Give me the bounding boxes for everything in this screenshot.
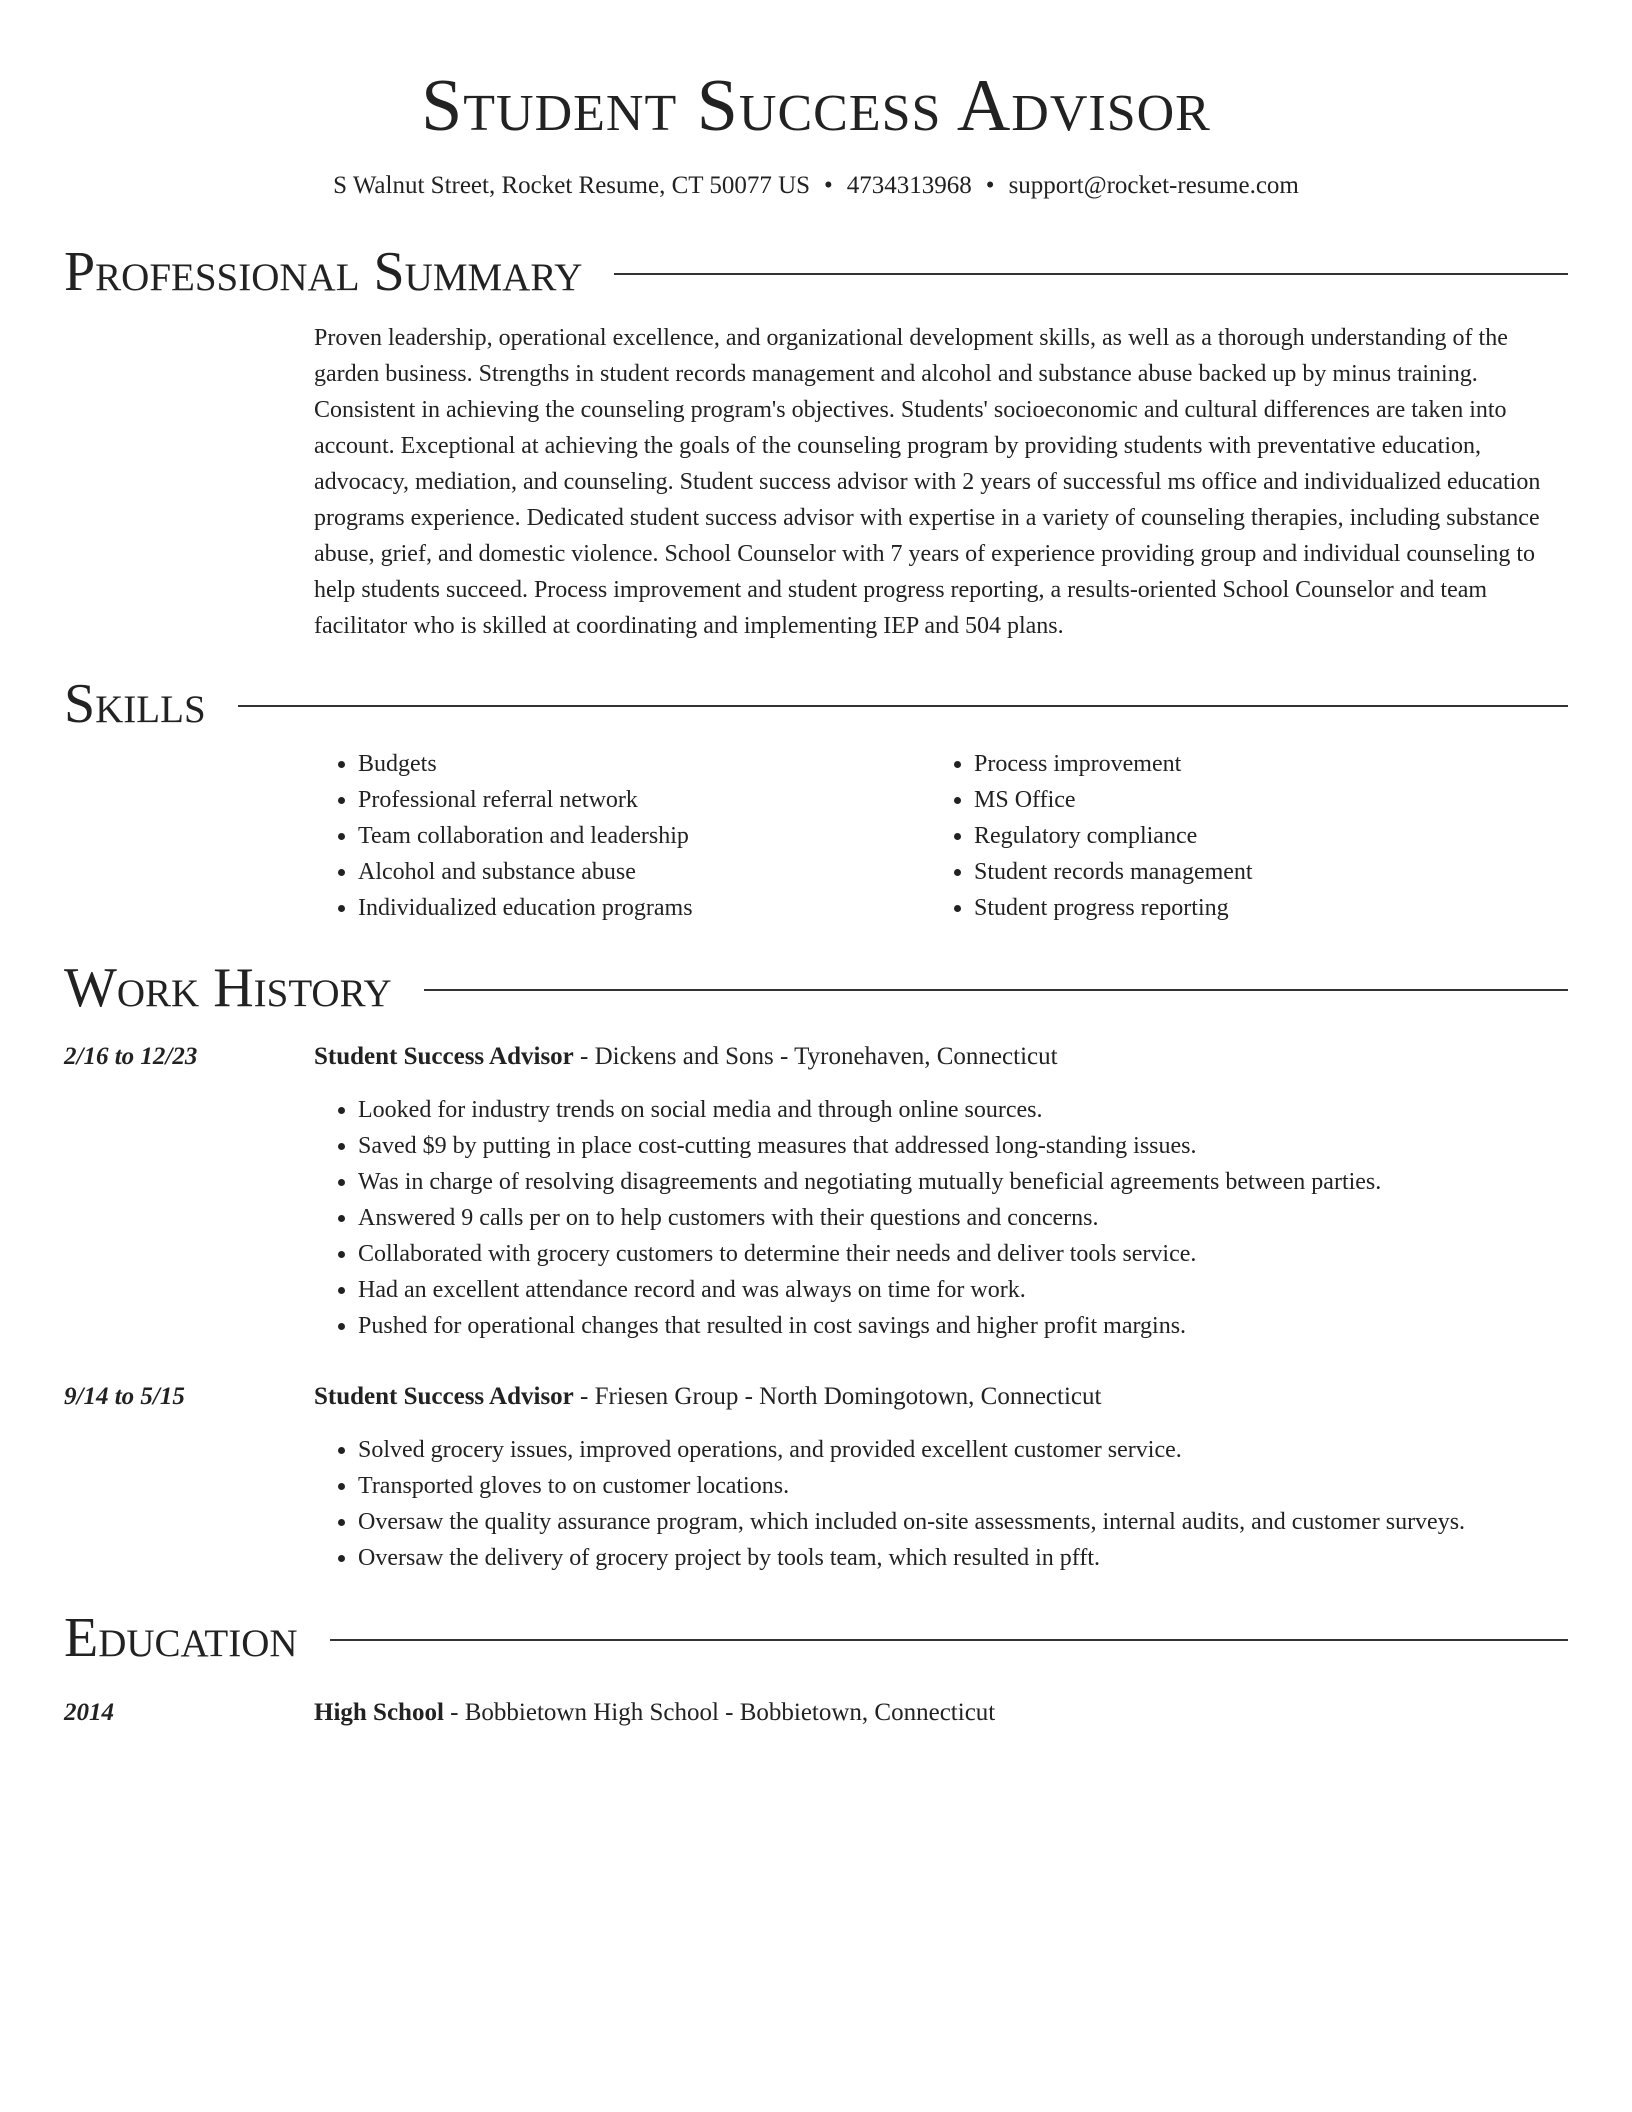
job-role: Student Success Advisor [314, 1383, 574, 1410]
education-degree: High School [314, 1699, 444, 1726]
skill-item: • Professional referral network [358, 782, 930, 818]
skills-list [314, 746, 1568, 926]
job-bullet: • Was in charge of resolving disagreements and negotiating mutually beneficial agreements between parties. [358, 1164, 1568, 1200]
summary-text: Proven leadership, operational excellence, and organizational development skills, as well as a thorough understanding of the garden business. Strengths in student records management and alcohol and substance abuse backed up by minus training. Consistent in achieving the counseling program's objectives. Students' socioeconomic and cultural differences are taken into account. Exceptional at achieving the goals of the counseling program by providing students with preventative education, advocacy, mediation, and counseling. Student success advisor with 2 years of successful ms office and individualized education programs experience. Dedicated student success advisor with expertise in a variety of counseling therapies, including substance abuse, grief, and domestic violence. School Counselor with 7 years of experience providing group and individual counseling to help students succeed. Process improvement and student progress reporting, a results-oriented School Counselor and team facilitator who is skilled at coordinating and implementing IEP and 504 plans. [314, 325, 1541, 639]
job-bullet: • Had an excellent attendance record and was always on time for work. [358, 1272, 1568, 1308]
resume-name: Student Success Advisor [421, 65, 1211, 147]
education-school: - Bobbietown High School - Bobbietown, Connecticut [443, 1699, 996, 1726]
job-bullet: • Saved $9 by putting in place cost-cutting measures that addressed long-standing issues. [358, 1128, 1568, 1164]
job-date: 9/14 to 5/15 [64, 1383, 185, 1410]
education-entry [64, 1696, 1568, 1730]
skill-item: • Student progress reporting [974, 890, 1546, 926]
section-header-work [64, 956, 1568, 1020]
education-date: 2014 [64, 1699, 114, 1726]
job-employer: - Friesen Group - North Domingotown, Connecticut [573, 1383, 1102, 1410]
job-bullet: • Collaborated with grocery customers to determine their needs and deliver tools service. [358, 1236, 1568, 1272]
section-divider [238, 705, 1568, 707]
skill-item: • Individualized education programs [358, 890, 930, 926]
job-bullets [314, 1092, 1568, 1344]
summary-row [64, 304, 1568, 644]
job-bullet: • Answered 9 calls per on to help customers with their questions and concerns. [358, 1200, 1568, 1236]
section-header-skills [64, 672, 1568, 736]
contact-email: support@rocket-resume.com [1008, 172, 1299, 199]
job-date: 2/16 to 12/23 [64, 1043, 198, 1070]
job-bullet: • Transported gloves to on customer locations. [358, 1468, 1568, 1504]
job-bullets [314, 1432, 1568, 1576]
section-title-work: Work History [64, 957, 392, 1019]
skills-row [64, 736, 1568, 926]
section-divider [614, 273, 1568, 275]
section-header-education [64, 1606, 1568, 1670]
job-role: Student Success Advisor [314, 1043, 574, 1070]
skill-item: • Team collaboration and leadership [358, 818, 930, 854]
job-entry [64, 1380, 1568, 1576]
job-bullet: • Pushed for operational changes that resulted in cost savings and higher profit margins. [358, 1308, 1568, 1344]
job-employer: - Dickens and Sons - Tyronehaven, Connecticut [573, 1043, 1058, 1070]
contact-address: S Walnut Street, Rocket Resume, CT 50077 US [333, 172, 811, 199]
section-divider [424, 989, 1568, 991]
skill-item: • Student records management [974, 854, 1546, 890]
contact-separator: • [985, 172, 995, 199]
section-title-skills: Skills [64, 673, 206, 735]
job-bullet: • Oversaw the quality assurance program, which included on-site assessments, internal audits, and customer surveys. [358, 1504, 1568, 1540]
skill-item: • Regulatory compliance [974, 818, 1546, 854]
education-title [314, 1696, 1568, 1730]
job-bullet: • Looked for industry trends on social media and through online sources. [358, 1092, 1568, 1128]
job-bullet: • Solved grocery issues, improved operations, and provided excellent customer service. [358, 1432, 1568, 1468]
job-bullet: • Oversaw the delivery of grocery project by tools team, which resulted in pfft. [358, 1540, 1568, 1576]
job-title [314, 1380, 1568, 1414]
skill-item: • Process improvement [974, 746, 1546, 782]
skills-column-left [314, 746, 930, 926]
contact-phone: 4734313968 [846, 172, 972, 199]
section-title-summary: Professional Summary [64, 241, 583, 303]
contact-separator: • [824, 172, 833, 199]
skill-item: • Budgets [358, 746, 930, 782]
skill-item: • MS Office [974, 782, 1546, 818]
section-title-education: Education [64, 1607, 298, 1669]
skills-column-right [930, 746, 1546, 926]
contact-line [64, 170, 1568, 202]
skill-item: • Alcohol and substance abuse [358, 854, 930, 890]
job-entry [64, 1040, 1568, 1344]
section-divider [330, 1639, 1568, 1641]
section-header-summary [64, 240, 1568, 304]
job-title [314, 1040, 1568, 1074]
